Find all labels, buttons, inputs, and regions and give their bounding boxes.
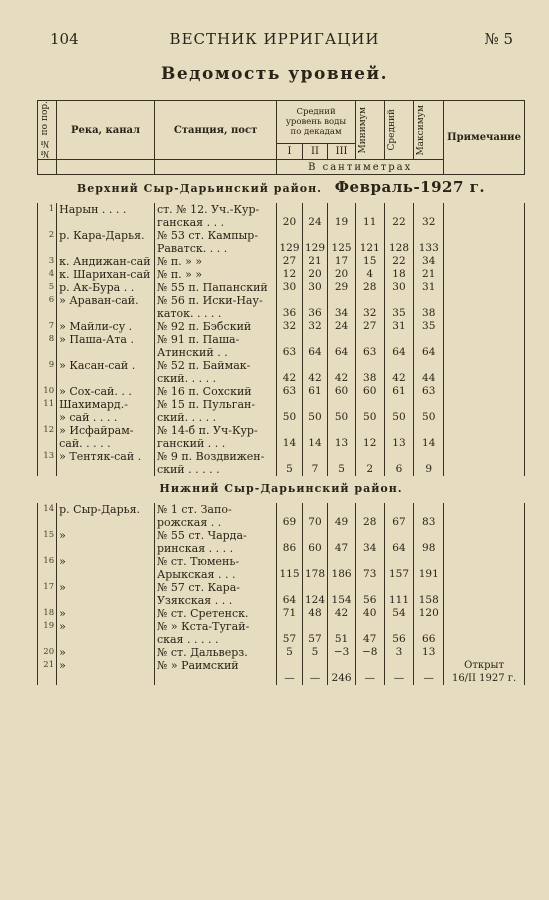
min-cell: 32 — [355, 294, 384, 320]
min-cell: 12 — [355, 424, 384, 450]
note-cell — [444, 294, 525, 320]
river-cell: » Касан-сай . — [57, 359, 155, 385]
max-cell: 133 — [414, 229, 444, 255]
decade2-cell: 32 — [302, 320, 328, 333]
table-row — [38, 555, 525, 581]
page-number: 104 — [50, 30, 79, 48]
row-number: 17 — [38, 581, 57, 607]
max-cell: 38 — [414, 294, 444, 320]
row-number: 18 — [38, 607, 57, 620]
avg-cell: 67 — [384, 503, 414, 529]
table-row — [38, 268, 525, 281]
max-cell: 34 — [414, 255, 444, 268]
station-cell: № п. » » — [154, 268, 276, 281]
max-cell: 120 — [414, 607, 444, 620]
row-number: 20 — [38, 646, 57, 659]
table-row — [38, 659, 525, 685]
table-row — [38, 385, 525, 398]
decade3-cell: 29 — [328, 281, 356, 294]
station-cell: № ст. Сретенск. — [154, 607, 276, 620]
river-cell: » — [57, 646, 155, 659]
max-cell: 64 — [414, 333, 444, 359]
levels-table — [37, 100, 525, 685]
min-cell: 50 — [355, 398, 384, 424]
avg-cell: 128 — [384, 229, 414, 255]
max-cell: 98 — [414, 529, 444, 555]
col-dec2-header: II — [302, 143, 328, 159]
note-cell — [444, 555, 525, 581]
min-cell: 47 — [355, 620, 384, 646]
station-cell: № 55 п. Папанский — [154, 281, 276, 294]
avg-cell: 56 — [384, 620, 414, 646]
decade3-cell: 20 — [328, 268, 356, 281]
decade1-cell: 14 — [277, 424, 303, 450]
min-cell: 2 — [355, 450, 384, 476]
min-cell: — — [355, 659, 384, 685]
row-number: 15 — [38, 529, 57, 555]
decade3-cell: 47 — [328, 529, 356, 555]
min-cell: 28 — [355, 503, 384, 529]
decade1-cell: 129 — [277, 229, 303, 255]
station-cell: № 55 ст. Чарда- ринская . . . . — [154, 529, 276, 555]
decade3-cell: 50 — [328, 398, 356, 424]
table-row — [38, 203, 525, 229]
journal-title: ВЕСТНИК ИРРИГАЦИИ — [169, 30, 380, 48]
decade2-cell: 21 — [302, 255, 328, 268]
station-cell: № 9 п. Воздвижен- ский . . . . . — [154, 450, 276, 476]
col-dec3-header: III — [328, 143, 356, 159]
decade1-cell: 30 — [277, 281, 303, 294]
station-cell: № 91 п. Паша- Атинский . . — [154, 333, 276, 359]
row-number: 5 — [38, 281, 57, 294]
col-no-header: №№ по пор. — [38, 101, 57, 160]
decade2-cell: 20 — [302, 268, 328, 281]
station-cell: № 92 п. Бэбский — [154, 320, 276, 333]
min-cell: 4 — [355, 268, 384, 281]
table-row — [38, 450, 525, 476]
note-cell — [444, 646, 525, 659]
avg-cell: 157 — [384, 555, 414, 581]
table-title: Ведомость уровней. — [160, 64, 388, 84]
max-cell: 31 — [414, 281, 444, 294]
river-cell: » — [57, 529, 155, 555]
decade1-cell: 5 — [277, 646, 303, 659]
note-cell — [444, 229, 525, 255]
decade1-cell: 64 — [277, 581, 303, 607]
station-cell: № 15 п. Пульган- ский. . . . . — [154, 398, 276, 424]
decade1-cell: 71 — [277, 607, 303, 620]
avg-cell: 31 — [384, 320, 414, 333]
decade3-cell: 17 — [328, 255, 356, 268]
min-cell: 34 — [355, 529, 384, 555]
decade2-cell: 124 — [302, 581, 328, 607]
row-number: 12 — [38, 424, 57, 450]
decade2-cell: 129 — [302, 229, 328, 255]
river-cell: р. Сыр-Дарья. — [57, 503, 155, 529]
col-note-header: Примечание — [444, 101, 525, 175]
decade2-cell: 178 — [302, 555, 328, 581]
river-cell: р. Ак-Бура . . — [57, 281, 155, 294]
table-row — [38, 294, 525, 320]
decade1-cell: 63 — [277, 333, 303, 359]
max-cell: 191 — [414, 555, 444, 581]
avg-cell: 64 — [384, 529, 414, 555]
station-cell: № » Кста-Тугай- ская . . . . . — [154, 620, 276, 646]
note-cell — [444, 333, 525, 359]
note-cell — [444, 359, 525, 385]
min-cell: 15 — [355, 255, 384, 268]
decade2-cell: 24 — [302, 203, 328, 229]
max-cell: 14 — [414, 424, 444, 450]
max-cell: 66 — [414, 620, 444, 646]
decade3-cell: 186 — [328, 555, 356, 581]
note-cell — [444, 503, 525, 529]
river-cell: Нарын . . . . — [57, 203, 155, 229]
max-cell: 13 — [414, 646, 444, 659]
river-cell: » — [57, 659, 155, 685]
avg-cell: 22 — [384, 203, 414, 229]
decade3-cell: 246 — [328, 659, 356, 685]
row-number: 21 — [38, 659, 57, 685]
table-row — [38, 281, 525, 294]
col-river-header: Река, канал — [57, 101, 155, 160]
avg-cell: 50 — [384, 398, 414, 424]
river-cell: » Сох-сай. . . — [57, 385, 155, 398]
river-cell: к. Андижан-сай — [57, 255, 155, 268]
decade3-cell: 51 — [328, 620, 356, 646]
decade1-cell: 36 — [277, 294, 303, 320]
avg-cell: 42 — [384, 359, 414, 385]
decade3-cell: 42 — [328, 359, 356, 385]
section-title: Нижний Сыр-Дарьинский район. — [159, 482, 403, 495]
row-number: 14 — [38, 503, 57, 529]
decade1-cell: 5 — [277, 450, 303, 476]
row-number: 1 — [38, 203, 57, 229]
station-cell: № 1 ст. Запо- рожская . . — [154, 503, 276, 529]
row-number: 3 — [38, 255, 57, 268]
decade2-cell: 14 — [302, 424, 328, 450]
max-cell: 32 — [414, 203, 444, 229]
river-cell: » Исфайрам- сай. . . . . — [57, 424, 155, 450]
max-cell: 83 — [414, 503, 444, 529]
row-number: 16 — [38, 555, 57, 581]
decade3-cell: 125 — [328, 229, 356, 255]
decade3-cell: 42 — [328, 607, 356, 620]
decade2-cell: 50 — [302, 398, 328, 424]
river-cell: » — [57, 607, 155, 620]
row-number: 13 — [38, 450, 57, 476]
max-cell: 50 — [414, 398, 444, 424]
decade1-cell: 12 — [277, 268, 303, 281]
decade3-cell: 34 — [328, 294, 356, 320]
issue-number: № 5 — [484, 30, 513, 48]
avg-cell: 30 — [384, 281, 414, 294]
decade2-cell: 48 — [302, 607, 328, 620]
min-cell: 56 — [355, 581, 384, 607]
decade1-cell: 86 — [277, 529, 303, 555]
decade1-cell: 42 — [277, 359, 303, 385]
river-cell: » Тентяк-сай . — [57, 450, 155, 476]
decade3-cell: −3 — [328, 646, 356, 659]
max-cell: 35 — [414, 320, 444, 333]
units-label: В сантиметрах — [277, 160, 444, 175]
note-cell: Открыт 16/II 1927 г. — [444, 659, 525, 685]
decade1-cell: 69 — [277, 503, 303, 529]
decade1-cell: 115 — [277, 555, 303, 581]
river-cell: » — [57, 620, 155, 646]
table-row — [38, 359, 525, 385]
table-row — [38, 320, 525, 333]
min-cell: 40 — [355, 607, 384, 620]
table-row — [38, 620, 525, 646]
avg-cell: 35 — [384, 294, 414, 320]
station-cell: № ст. Дальверз. — [154, 646, 276, 659]
decade1-cell: 32 — [277, 320, 303, 333]
decade2-cell: 61 — [302, 385, 328, 398]
decade1-cell: — — [277, 659, 303, 685]
station-cell: № 53 ст. Кампыр- Раватск. . . . — [154, 229, 276, 255]
max-cell: 21 — [414, 268, 444, 281]
avg-cell: 22 — [384, 255, 414, 268]
decade2-cell: 70 — [302, 503, 328, 529]
station-cell: № » Раимский — [154, 659, 276, 685]
station-cell: № 16 п. Сохский — [154, 385, 276, 398]
station-cell: № 57 ст. Кара- Узякская . . . — [154, 581, 276, 607]
avg-cell: — — [384, 659, 414, 685]
max-cell: — — [414, 659, 444, 685]
station-cell: № п. » » — [154, 255, 276, 268]
note-cell — [444, 424, 525, 450]
min-cell: 27 — [355, 320, 384, 333]
station-cell: № 14-б п. Уч-Кур- ганский . . . — [154, 424, 276, 450]
decade1-cell: 63 — [277, 385, 303, 398]
note-cell — [444, 255, 525, 268]
decade3-cell: 19 — [328, 203, 356, 229]
note-cell — [444, 607, 525, 620]
col-avg-header: Средний — [384, 101, 414, 160]
decade2-cell: 7 — [302, 450, 328, 476]
avg-cell: 6 — [384, 450, 414, 476]
table-row — [38, 424, 525, 450]
river-cell: » Араван-сай. — [57, 294, 155, 320]
row-number: 10 — [38, 385, 57, 398]
decade2-cell: 57 — [302, 620, 328, 646]
decade1-cell: 27 — [277, 255, 303, 268]
avg-cell: 111 — [384, 581, 414, 607]
section-date: Февраль-1927 г. — [334, 178, 486, 196]
row-number: 6 — [38, 294, 57, 320]
note-cell — [444, 385, 525, 398]
decade2-cell: — — [302, 659, 328, 685]
note-cell — [444, 529, 525, 555]
table-row — [38, 255, 525, 268]
note-cell — [444, 203, 525, 229]
note-cell — [444, 320, 525, 333]
max-cell: 44 — [414, 359, 444, 385]
decade2-cell: 60 — [302, 529, 328, 555]
decade2-cell: 64 — [302, 333, 328, 359]
river-cell: » Паша-Ата . — [57, 333, 155, 359]
decade3-cell: 154 — [328, 581, 356, 607]
col-max-header: Максимум — [414, 101, 444, 160]
section-title: Верхний Сыр-Дарьинский район. — [76, 182, 322, 195]
river-cell: к. Шарихан-сай — [57, 268, 155, 281]
river-cell: р. Кара-Дарья. — [57, 229, 155, 255]
col-avg-group-header: Средний уровень воды по декадам — [277, 101, 356, 144]
decade2-cell: 42 — [302, 359, 328, 385]
decade1-cell: 20 — [277, 203, 303, 229]
row-number: 11 — [38, 398, 57, 424]
min-cell: 11 — [355, 203, 384, 229]
min-cell: 63 — [355, 333, 384, 359]
river-cell: Шахимард.- » сай . . . . — [57, 398, 155, 424]
table-row — [38, 607, 525, 620]
min-cell: 121 — [355, 229, 384, 255]
decade3-cell: 5 — [328, 450, 356, 476]
note-cell — [444, 268, 525, 281]
col-dec1-header: I — [277, 143, 303, 159]
note-cell — [444, 398, 525, 424]
row-number: 19 — [38, 620, 57, 646]
decade1-cell: 50 — [277, 398, 303, 424]
min-cell: 38 — [355, 359, 384, 385]
min-cell: 28 — [355, 281, 384, 294]
table-row — [38, 503, 525, 529]
decade1-cell: 57 — [277, 620, 303, 646]
note-cell — [444, 581, 525, 607]
river-cell: » — [57, 581, 155, 607]
row-number: 2 — [38, 229, 57, 255]
max-cell: 9 — [414, 450, 444, 476]
note-cell — [444, 620, 525, 646]
decade2-cell: 36 — [302, 294, 328, 320]
col-station-header: Станция, пост — [154, 101, 276, 160]
avg-cell: 64 — [384, 333, 414, 359]
table-row — [38, 333, 525, 359]
row-number: 9 — [38, 359, 57, 385]
col-min-header: Минимум — [355, 101, 384, 160]
min-cell: −8 — [355, 646, 384, 659]
row-number: 8 — [38, 333, 57, 359]
avg-cell: 18 — [384, 268, 414, 281]
row-number: 7 — [38, 320, 57, 333]
running-header — [0, 30, 549, 52]
section-upper-syr-darya — [38, 175, 525, 204]
min-cell: 60 — [355, 385, 384, 398]
river-cell: » Майли-су . — [57, 320, 155, 333]
avg-cell: 61 — [384, 385, 414, 398]
station-cell: № 52 п. Баймак- ский. . . . . — [154, 359, 276, 385]
note-cell — [444, 281, 525, 294]
decade2-cell: 30 — [302, 281, 328, 294]
min-cell: 73 — [355, 555, 384, 581]
row-number: 4 — [38, 268, 57, 281]
station-cell: № 56 п. Иски-Нау- каток. . . . . — [154, 294, 276, 320]
decade3-cell: 24 — [328, 320, 356, 333]
decade3-cell: 64 — [328, 333, 356, 359]
table-row — [38, 398, 525, 424]
table-row — [38, 529, 525, 555]
avg-cell: 54 — [384, 607, 414, 620]
decade3-cell: 13 — [328, 424, 356, 450]
section-lower-syr-darya — [38, 476, 525, 503]
station-cell: ст. № 12. Уч.-Кур- ганская . . . — [154, 203, 276, 229]
note-cell — [444, 450, 525, 476]
max-cell: 63 — [414, 385, 444, 398]
max-cell: 158 — [414, 581, 444, 607]
table-row — [38, 229, 525, 255]
station-cell: № ст. Тюмень- Арыкская . . . — [154, 555, 276, 581]
table-row — [38, 646, 525, 659]
table-row — [38, 581, 525, 607]
decade2-cell: 5 — [302, 646, 328, 659]
avg-cell: 3 — [384, 646, 414, 659]
avg-cell: 13 — [384, 424, 414, 450]
decade3-cell: 49 — [328, 503, 356, 529]
river-cell: » — [57, 555, 155, 581]
decade3-cell: 60 — [328, 385, 356, 398]
